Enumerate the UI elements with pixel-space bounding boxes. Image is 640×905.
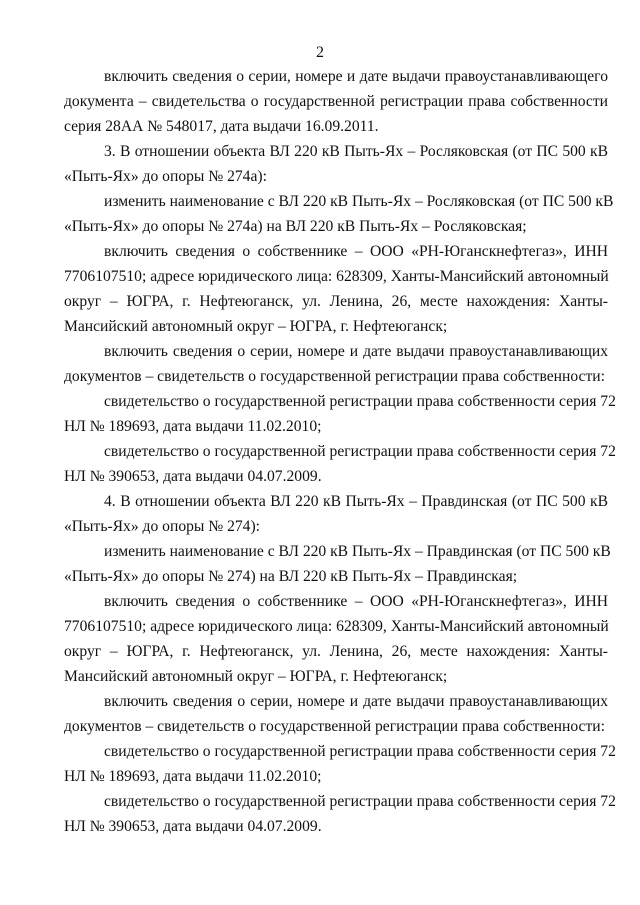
text-line: свидетельство о государственной регистрации права собственности серия 72 <box>104 743 616 760</box>
text-line: 7706107510; адресе юридического лица: 628309, Ханты-Мансийский автономный <box>64 618 609 635</box>
text-line: изменить наименование с ВЛ 220 кВ Пыть-Ях – Правдинская (от ПС 500 кВ <box>104 543 611 560</box>
page-number: 2 <box>316 44 324 61</box>
text-line: включить сведения о серии, номере и дате выдачи правоустанавливающего <box>104 68 608 85</box>
text-line: включить сведения о собственнике – ООО «РН-Юганскнефтегаз», ИНН <box>104 593 608 610</box>
text-line: НЛ № 189693, дата выдачи 11.02.2010; <box>64 768 322 785</box>
text-line: НЛ № 189693, дата выдачи 11.02.2010; <box>64 418 322 435</box>
text-line: «Пыть-Ях» до опоры № 274): <box>64 518 260 535</box>
text-line: включить сведения о собственнике – ООО «РН-Юганскнефтегаз», ИНН <box>104 243 608 260</box>
text-line: 4. В отношении объекта ВЛ 220 кВ Пыть-Ях – Правдинская (от ПС 500 кВ <box>104 493 608 510</box>
text-line: «Пыть-Ях» до опоры № 274) на ВЛ 220 кВ Пыть-Ях – Правдинская; <box>64 568 518 585</box>
text-line: Мансийский автономный округ – ЮГРА, г. Нефтеюганск; <box>64 318 448 335</box>
text-line: документа – свидетельства о государственной регистрации права собственности <box>64 93 608 110</box>
text-line: свидетельство о государственной регистрации права собственности серия 72 <box>104 793 616 810</box>
text-line: «Пыть-Ях» до опоры № 274а): <box>64 168 267 185</box>
text-line: округ – ЮГРА, г. Нефтеюганск, ул. Ленина, 26, месте нахождения: Ханты- <box>64 293 608 310</box>
text-line: серия 28АА № 548017, дата выдачи 16.09.2011. <box>64 118 379 135</box>
text-line: «Пыть-Ях» до опоры № 274а) на ВЛ 220 кВ Пыть-Ях – Росляковская; <box>64 218 527 235</box>
text-line: свидетельство о государственной регистрации права собственности серия 72 <box>104 443 616 460</box>
text-line: включить сведения о серии, номере и дате выдачи правоустанавливающих <box>104 693 608 710</box>
text-line: свидетельство о государственной регистрации права собственности серия 72 <box>104 393 616 410</box>
text-line: включить сведения о серии, номере и дате выдачи правоустанавливающих <box>104 343 608 360</box>
text-line: документов – свидетельств о государственной регистрации права собственности: <box>64 718 605 735</box>
text-line: 3. В отношении объекта ВЛ 220 кВ Пыть-Ях – Росляковская (от ПС 500 кВ <box>104 143 608 160</box>
text-line: округ – ЮГРА, г. Нефтеюганск, ул. Ленина, 26, месте нахождения: Ханты- <box>64 643 608 660</box>
text-line: НЛ № 390653, дата выдачи 04.07.2009. <box>64 468 322 485</box>
text-line: 7706107510; адресе юридического лица: 628309, Ханты-Мансийский автономный <box>64 268 609 285</box>
text-line: Мансийский автономный округ – ЮГРА, г. Нефтеюганск; <box>64 668 448 685</box>
text-line: изменить наименование с ВЛ 220 кВ Пыть-Ях – Росляковская (от ПС 500 кВ <box>104 193 614 210</box>
text-line: НЛ № 390653, дата выдачи 04.07.2009. <box>64 818 322 835</box>
text-line: документов – свидетельств о государственной регистрации права собственности: <box>64 368 605 385</box>
